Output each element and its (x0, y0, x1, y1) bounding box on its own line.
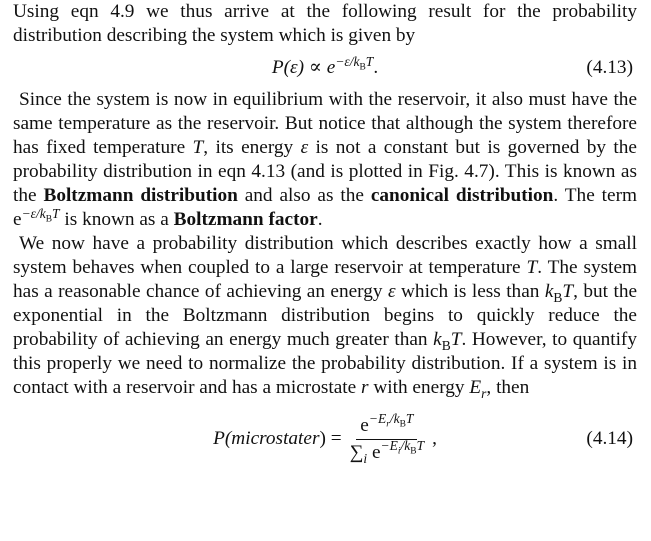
paragraph-normalize: We now have a probability distribution which describes exactly how a small system behaves when coupled to a large reservoir at temperature T. The system has a reasonable chance of achieving an energy ε which is less than $k_BT$, but the exponential in the Boltzmann distribution begins to quickly reduce the probability of achieving an energy much greater than $k_BT$. However, to quantify this properly we need to normalize the probability distribution. If a system is in contact with a reservoir and has a microstate r with energy $E_r$, then (13, 233, 638, 401)
equation-number-4-14: (4.14) (586, 428, 633, 449)
paragraph-intro: Using eqn 4.9 we thus arrive at the following result for the probability distribution describing the system which is given by (13, 1, 637, 46)
equation-4-14 (13, 408, 637, 470)
equation-4-13-body: $P(\varepsilon) \propto e^{-\varepsilon/k_BT}$. (271, 53, 379, 78)
equation-number-4-13: (4.13) (586, 57, 633, 78)
fraction-denominator: $\sum_i$ $e^{-E_i/k_BT}$ (349, 438, 425, 466)
term-boltzmann-factor: Boltzmann factor (173, 209, 318, 230)
fraction (346, 411, 428, 466)
paragraph-boltzmann: Since the system is now in equilibrium with the reservoir, it also must have the same temperature as the reservoir. But notice that although the system therefore has fixed temperature T, its energy ε is not a constant but is governed by the probability distribution in eqn 4.13 (and is plotted in Fig. 4.7). This is known as the Boltzmann distribution and also as the canonical distribution. The term $e^{-\varepsilon/k_BT}$ is known as a Boltzmann factor. (13, 89, 637, 230)
term-canonical-distribution: canonical distribution (370, 185, 554, 206)
term-boltzmann-distribution: Boltzmann distribution (43, 185, 238, 206)
equation-4-14-body: P(microstate r ) = $\frac{e^{-E_r/k_BT}}{\sum_i e^{-E_i/k_BT}}$ , (213, 411, 437, 466)
fraction-numerator: $e^{-E_r/k_BT}$ (356, 415, 417, 440)
equation-4-13 (13, 48, 637, 88)
